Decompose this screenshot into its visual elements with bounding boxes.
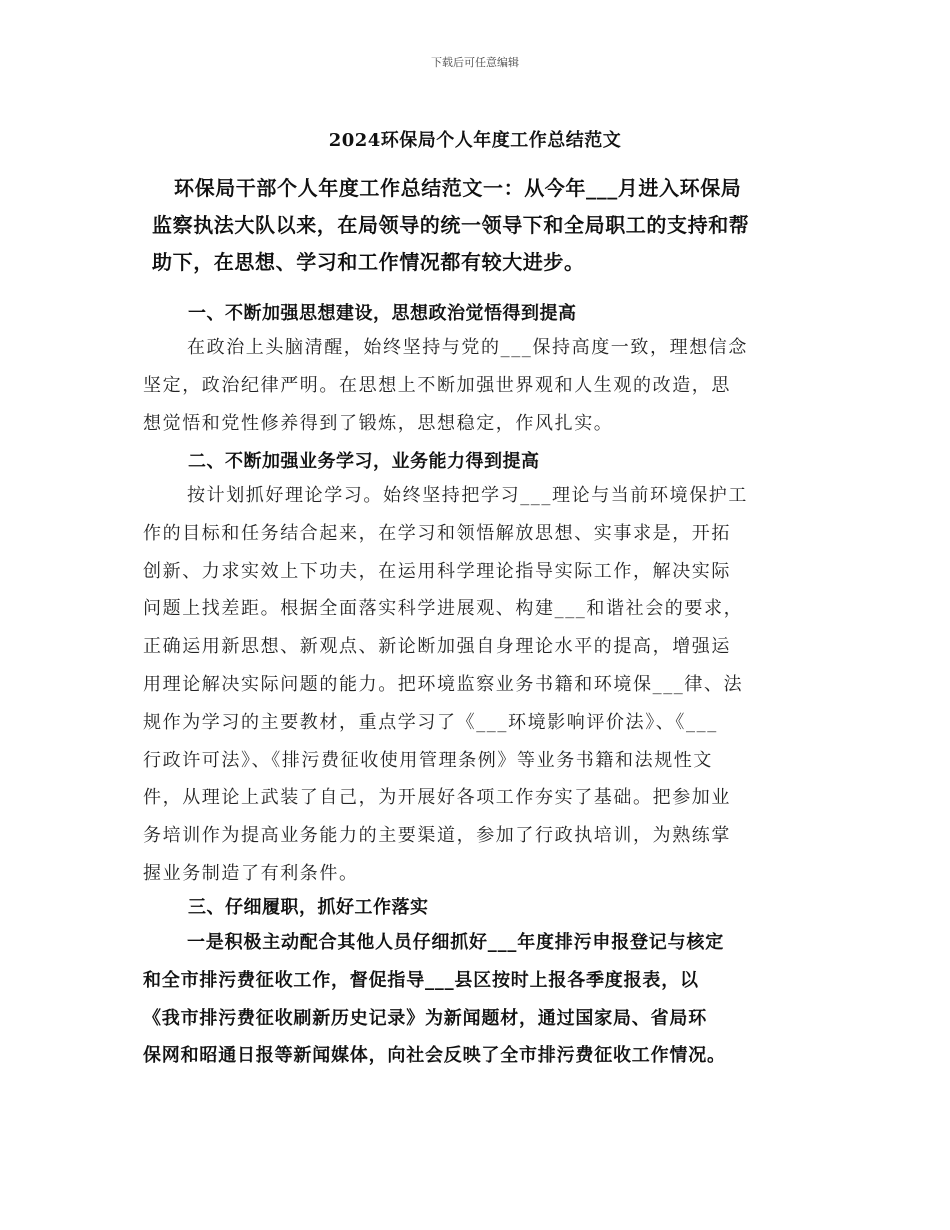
page-header-note: 下载后可任意编辑 — [431, 56, 519, 69]
paragraph-line: 在政治上头脑清醒，始终坚持与党的___保持高度一致，理想信念 — [187, 337, 748, 358]
paragraph-line: 用理论解决实际问题的能力。把环境监察业务书籍和环境保___律、法 — [143, 673, 744, 695]
paragraph-line: 和全市排污费征收工作，督促指导___县区按时上报各季度报表，以 — [143, 969, 699, 991]
paragraph-line: 一是积极主动配合其他人员仔细抓好___年度排污申报登记与核定 — [187, 932, 724, 953]
intro-line: 监察执法大队以来，在局领导的统一领导下和全局职工的支持和帮 — [152, 213, 750, 237]
paragraph-line: 坚定，政治纪律严明。在思想上不断加强世界观和人生观的改造，思 — [143, 374, 731, 396]
paragraph-line: 行政许可法》、《排污费征收使用管理条例》等业务书籍和法规性文 — [143, 749, 713, 771]
intro-line: 环保局干部个人年度工作总结范文一：从今年___月进入环保局 — [174, 176, 742, 200]
paragraph-line: 保网和昭通日报等新闻媒体，向社会反映了全市排污费征收工作情况。 — [143, 1045, 726, 1067]
paragraph-line: 《我市排污费征收刷新历史记录》为新闻题材，通过国家局、省局环 — [143, 1007, 707, 1029]
intro-paragraph — [152, 170, 812, 281]
paragraph-line: 按计划抓好理论学习。始终坚持把学习___理论与当前环境保护工 — [187, 485, 748, 506]
paragraph-line: 握业务制造了有利条件。 — [143, 862, 359, 884]
paragraph-line: 想觉悟和党性修养得到了锻炼，思想稳定，作风扎实。 — [143, 412, 614, 434]
section-1-heading: 一、不断加强思想建设，思想政治觉悟得到提高 — [188, 303, 577, 324]
paragraph-line: 件，从理论上武装了自己，为开展好各项工作夯实了基础。把参加业 — [143, 787, 731, 809]
intro-line: 助下，在思想、学习和工作情况都有较大进步。 — [152, 250, 585, 274]
paragraph-line: 创新、力求实效上下功夫，在运用科学理论指导实际工作，解决实际 — [143, 560, 731, 582]
section-1-paragraph — [143, 329, 813, 442]
section-3-paragraph — [143, 924, 813, 1075]
section-2-paragraph — [143, 477, 813, 893]
paragraph-line: 问题上找差距。根据全面落实科学进展观、构建___和谐社会的要求， — [143, 598, 744, 620]
section-2-heading: 二、不断加强业务学习，业务能力得到提高 — [188, 451, 540, 472]
paragraph-line: 正确运用新思想、新观点、新论断加强自身理论水平的提高，增强运 — [143, 636, 731, 658]
paragraph-line: 规作为学习的主要教材，重点学习了《___环境影响评价法》、《___ — [143, 711, 718, 733]
document-title: 2024环保局个人年度工作总结范文 — [328, 130, 622, 151]
paragraph-line: 作的目标和任务结合起来，在学习和领悟解放思想、实事求是，开拓 — [143, 522, 731, 544]
paragraph-line: 务培训作为提高业务能力的主要渠道，参加了行政执培训，为熟练掌 — [143, 825, 731, 847]
section-3-heading: 三、仔细履职，抓好工作落实 — [188, 897, 429, 918]
